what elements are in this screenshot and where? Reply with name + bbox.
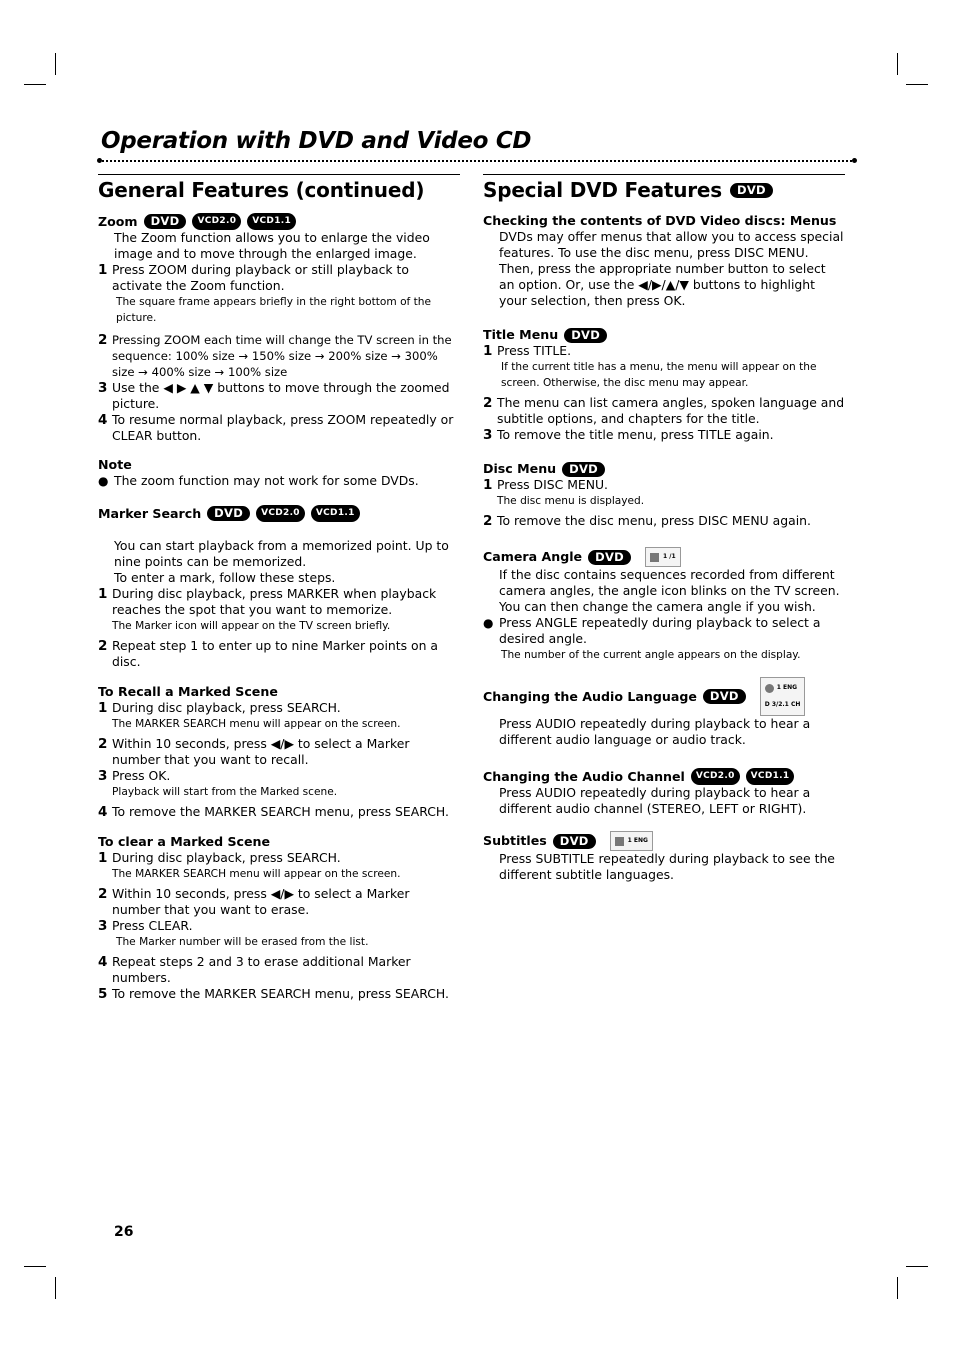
vcd20-badge: VCD2.0: [691, 768, 740, 785]
crop-mark: [897, 1277, 898, 1299]
step: 2 The menu can list camera angles, spoken language and subtitle options, and chapters for the title.: [483, 395, 845, 426]
camera-angle-icon: [650, 553, 659, 562]
headphone-icon: [765, 680, 797, 696]
bullet-text: The zoom function may not work for some DVDs.: [114, 473, 419, 488]
zoom-intro: The Zoom function allows you to enlarge the video image and to move through the enlarged image.: [114, 230, 430, 261]
osd-text: 1 ENG: [627, 837, 648, 844]
heading-text: Changing the Audio Language: [483, 688, 697, 704]
step: 2 Within 10 seconds, press ◀/▶ to select a Marker number that you want to erase.: [98, 886, 460, 918]
heading-text: Camera Angle: [483, 549, 583, 564]
step-text: During disc playback, press MARKER when playback reaches the spot that you want to memorize.: [112, 586, 437, 617]
zoom-heading: [98, 213, 460, 230]
step-text: Within 10 seconds, press ◀/▶ to select a Marker number that you want to erase.: [112, 886, 410, 917]
dvd-badge: DVD: [207, 506, 250, 521]
page-number: 26: [114, 1224, 134, 1240]
note-heading: Note: [98, 457, 132, 472]
step: 4 To resume normal playback, press ZOOM repeatedly or CLEAR button.: [98, 412, 460, 444]
step-text: To remove the disc menu, press DISC MENU again.: [497, 513, 811, 528]
osd-text: D 3/2.1 CH: [764, 701, 801, 708]
heading-text: Subtitles: [483, 833, 547, 848]
marker-intro: You can start playback from a memorized point. Up to nine points can be memorized.: [114, 538, 449, 569]
section-title: General Features (continued): [98, 174, 460, 203]
crop-mark: [55, 53, 56, 75]
step-text: To resume normal playback, press ZOOM repeatedly or CLEAR button.: [112, 412, 454, 443]
step-note: The disc menu is displayed.: [497, 495, 645, 507]
camera-angle-heading: [483, 547, 845, 567]
step-text: Repeat steps 2 and 3 to erase additional Marker numbers.: [112, 954, 411, 985]
disc-menu-heading: [483, 461, 845, 477]
title-divider: [99, 160, 855, 162]
step: 4 Repeat steps 2 and 3 to erase additional Marker numbers.: [98, 954, 460, 986]
section-title: [483, 174, 845, 203]
step: 1 During disc playback, press MARKER when playback reaches the spot that you want to memorize.: [98, 586, 460, 618]
step-note: If the current title has a menu, the menu will appear on the screen. Otherwise, the disc menu may appear.: [501, 361, 817, 389]
audio-channel-text: Press AUDIO repeatedly during playback to hear a different audio channel (STEREO, LEFT or RIGHT).: [499, 785, 811, 816]
crop-mark: [906, 1266, 928, 1267]
right-column: [483, 174, 845, 883]
step-text: Press DISC MENU.: [497, 477, 608, 492]
step-text: To remove the title menu, press TITLE again.: [497, 427, 774, 442]
step: 5 To remove the MARKER SEARCH menu, press SEARCH.: [98, 986, 460, 1002]
vcd20-badge: VCD2.0: [192, 213, 241, 230]
audio-channel-heading: [483, 768, 845, 785]
heading-text: Zoom: [98, 213, 138, 229]
step: 3 To remove the title menu, press TITLE again.: [483, 427, 845, 443]
title-menu-heading: [483, 327, 845, 343]
step-text: Press CLEAR.: [112, 918, 193, 933]
marker-heading: [98, 505, 460, 522]
dvd-badge: DVD: [703, 689, 746, 704]
step-text: During disc playback, press SEARCH.: [112, 700, 341, 715]
step-note: The Marker icon will appear on the TV screen briefly.: [112, 620, 391, 632]
menus-heading: Checking the contents of DVD Video discs: Menus: [483, 213, 837, 228]
dvd-badge: DVD: [564, 328, 607, 343]
step: 2 Repeat step 1 to enter up to nine Marker points on a disc.: [98, 638, 460, 670]
step-text: Press OK.: [112, 768, 171, 783]
step-note: Playback will start from the Marked scene.: [112, 786, 338, 798]
angle-osd: [645, 547, 681, 567]
subtitle-icon: [615, 837, 624, 846]
dvd-badge: DVD: [553, 834, 596, 849]
subtitles-heading: [483, 831, 845, 851]
audio-osd: [760, 677, 806, 716]
heading-text: Title Menu: [483, 327, 559, 342]
step-text: To remove the MARKER SEARCH menu, press SEARCH.: [112, 804, 449, 819]
step-text: Within 10 seconds, press ◀/▶ to select a Marker number that you want to recall.: [112, 736, 410, 767]
step-text: During disc playback, press SEARCH.: [112, 850, 341, 865]
step: 1 During disc playback, press SEARCH.: [98, 700, 460, 716]
heading-text: Disc Menu: [483, 461, 557, 476]
dvd-badge: DVD: [730, 183, 773, 198]
crop-mark: [24, 84, 46, 85]
step-note: The Marker number will be erased from the list.: [116, 936, 369, 948]
dvd-badge: DVD: [144, 214, 187, 229]
step: 4 To remove the MARKER SEARCH menu, press SEARCH.: [98, 804, 460, 820]
crop-mark: [897, 53, 898, 75]
marker-intro: To enter a mark, follow these steps.: [114, 570, 336, 585]
heading-text: Marker Search: [98, 505, 202, 521]
step: 2 Pressing ZOOM each time will change the TV screen in the sequence: 100% size → 150% size → 200% size → 300% size → 400% size → 100% size: [98, 332, 460, 380]
vcd11-badge: VCD1.1: [247, 213, 296, 230]
crop-mark: [24, 1266, 46, 1267]
left-column: [98, 174, 460, 1002]
page-title: Operation with DVD and Video CD: [101, 128, 532, 154]
menus-text: DVDs may offer menus that allow you to access special features. To use the disc menu, press DISC MENU. Then, press the appropriate number button to select an option. Or, use the ◀/▶/▲/▼ buttons to highlight your selection, then press OK.: [499, 229, 844, 308]
osd-text: 1 ENG: [776, 684, 798, 691]
audio-language-text: Press AUDIO repeatedly during playback to hear a different audio language or audio track.: [499, 716, 811, 747]
recall-heading: To Recall a Marked Scene: [98, 684, 278, 699]
step: 2 Within 10 seconds, press ◀/▶ to select a Marker number that you want to recall.: [98, 736, 460, 768]
vcd20-badge: VCD2.0: [256, 505, 305, 522]
section-title-text: Special DVD Features: [483, 178, 722, 202]
note-bullet: ● The zoom function may not work for some DVDs.: [98, 473, 419, 488]
dvd-badge: DVD: [588, 550, 631, 565]
audio-language-heading: [483, 677, 845, 716]
vcd11-badge: VCD1.1: [311, 505, 360, 522]
bullet-text: Press ANGLE repeatedly during playback to select a desired angle.: [499, 615, 821, 646]
step-note: The MARKER SEARCH menu will appear on the screen.: [112, 868, 401, 880]
step-text: Use the ◀ ▶ ▲ ▼ buttons to move through the zoomed picture.: [112, 380, 450, 411]
step: 1 Press ZOOM during playback or still playback to activate the Zoom function.: [98, 262, 460, 294]
crop-mark: [55, 1277, 56, 1299]
step-text: Pressing ZOOM each time will change the TV screen in the sequence: 100% size → 150% size → 200% size → 300% size → 400% size → 100% size: [112, 333, 452, 379]
step-text: Repeat step 1 to enter up to nine Marker points on a disc.: [112, 638, 438, 669]
heading-text: Changing the Audio Channel: [483, 768, 685, 784]
step-text: Press TITLE.: [497, 343, 572, 358]
clear-heading: To clear a Marked Scene: [98, 834, 271, 849]
step: 1 During disc playback, press SEARCH.: [98, 850, 460, 866]
subtitle-osd: [610, 831, 653, 851]
step-text: Press ZOOM during playback or still playback to activate the Zoom function.: [112, 262, 409, 293]
step: 1 Press TITLE.: [483, 343, 845, 359]
subtitles-text: Press SUBTITLE repeatedly during playback to see the different subtitle languages.: [499, 851, 835, 882]
camera-text: If the disc contains sequences recorded from different camera angles, the angle icon blinks on the TV screen. You can then change the camera angle if you wish.: [499, 567, 840, 614]
dvd-badge: DVD: [562, 462, 605, 477]
crop-mark: [906, 84, 928, 85]
step: 3 Press CLEAR.: [98, 918, 460, 934]
step-text: The menu can list camera angles, spoken language and subtitle options, and chapters for the title.: [497, 395, 845, 426]
step: 2 To remove the disc menu, press DISC MENU again.: [483, 513, 845, 529]
camera-note: The number of the current angle appears on the display.: [501, 649, 801, 661]
vcd11-badge: VCD1.1: [746, 768, 795, 785]
step-note: The square frame appears briefly in the right bottom of the picture.: [116, 296, 432, 324]
osd-text: 1 /1: [663, 553, 676, 560]
step-text: To remove the MARKER SEARCH menu, press SEARCH.: [112, 986, 449, 1001]
camera-bullet: ● Press ANGLE repeatedly during playback to select a desired angle.: [483, 615, 845, 647]
step-note: The MARKER SEARCH menu will appear on the screen.: [112, 718, 401, 730]
step: 1 Press DISC MENU.: [483, 477, 845, 493]
step: 3 Use the ◀ ▶ ▲ ▼ buttons to move through the zoomed picture.: [98, 380, 460, 412]
step: 3 Press OK.: [98, 768, 460, 784]
